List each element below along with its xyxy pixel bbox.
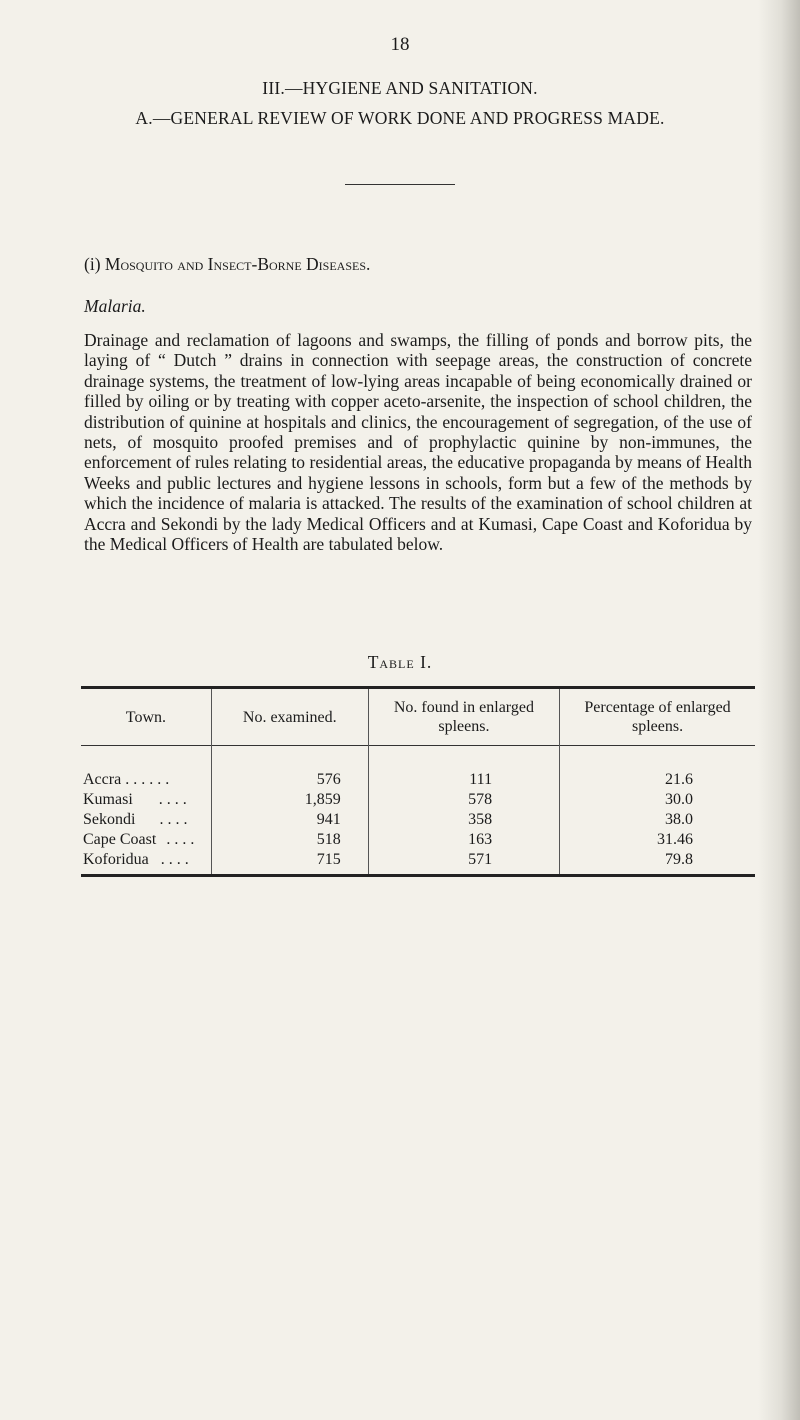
header-examined: No. examined. (211, 688, 368, 746)
examined-cell: 715 (211, 850, 368, 876)
topic-heading: Malaria. (84, 296, 146, 316)
town-cell (81, 830, 211, 850)
town-name: Accra (83, 771, 122, 788)
town-name: Koforidua (83, 851, 149, 868)
header-town: Town. (125, 708, 167, 726)
examined-cell: 941 (211, 810, 368, 830)
percentage-cell: 38.0 (560, 810, 755, 830)
subsection-number: (i) (84, 254, 101, 274)
table-row (81, 746, 755, 791)
found-cell: 358 (368, 810, 559, 830)
table-row (81, 850, 755, 876)
section-title: III.—HYGIENE AND SANITATION. (262, 78, 538, 98)
leader-dots: . . . . . . (125, 771, 170, 788)
town-name: Kumasi (83, 791, 133, 808)
table-row (81, 790, 755, 810)
subsection-title: Mosquito and Insect-Borne Diseases. (104, 254, 371, 274)
body-paragraph: Drainage and reclamation of lagoons and swamps, the filling of ponds and borrow pits, the laying of “ Dutch ” drains in connection with seepage areas, the construction of concrete drainage systems, the treatment of low-lying areas incapable of being economically drained or filled by oiling or by treating with copper aceto-arsenite, the inspection of school children, the distribution of quinine at hospitals and clinics, the encouragement of segregation, of the use of nets, of mosquito proofed premises and of prophylactic quinine by non-immunes, the enforcement of rules relating to residential areas, the educative propaganda by means of Health Weeks and public lectures and hygiene lessons in schools, form but a few of the methods by which the incidence of malaria is attacked. The results of the examination of school children at Accra and Sekondi by the lady Medical Officers and at Kumasi, Cape Coast and Koforidua by the Medical Officers of Health are tabulated below. (84, 330, 752, 555)
leader-dots: . . . . (160, 851, 189, 868)
percentage-cell: 21.6 (560, 746, 755, 791)
table-row (81, 830, 755, 850)
table-title: Table I. (367, 652, 433, 672)
leader-dots: . . . . (166, 831, 195, 848)
examined-cell: 518 (211, 830, 368, 850)
percentage-cell: 79.8 (560, 850, 755, 876)
town-cell (81, 790, 211, 810)
table-row (81, 810, 755, 830)
spleen-table (81, 686, 755, 877)
percentage-cell: 31.46 (560, 830, 755, 850)
header-found: No. found in enlarged spleens. (368, 688, 559, 746)
header-percentage: Percentage of enlarged spleens. (560, 688, 755, 746)
town-name: Sekondi (83, 811, 136, 828)
examined-cell: 1,859 (211, 790, 368, 810)
table-header-row (81, 688, 755, 746)
found-cell: 163 (368, 830, 559, 850)
town-name: Cape Coast (83, 831, 157, 848)
subsection-heading (84, 254, 370, 275)
percentage-cell: 30.0 (560, 790, 755, 810)
leader-dots: . . . . (159, 811, 188, 828)
found-cell: 571 (368, 850, 559, 876)
found-cell: 111 (368, 746, 559, 791)
found-cell: 578 (368, 790, 559, 810)
examined-cell: 576 (211, 746, 368, 791)
divider-rule (345, 184, 455, 185)
leader-dots: . . . . (158, 791, 187, 808)
page-number: 18 (390, 34, 410, 55)
page-edge-shadow (758, 0, 800, 1420)
town-cell (81, 746, 211, 791)
town-cell (81, 810, 211, 830)
town-cell (81, 850, 211, 876)
sub-title: A.—GENERAL REVIEW OF WORK DONE AND PROGRESS MADE. (135, 108, 665, 128)
